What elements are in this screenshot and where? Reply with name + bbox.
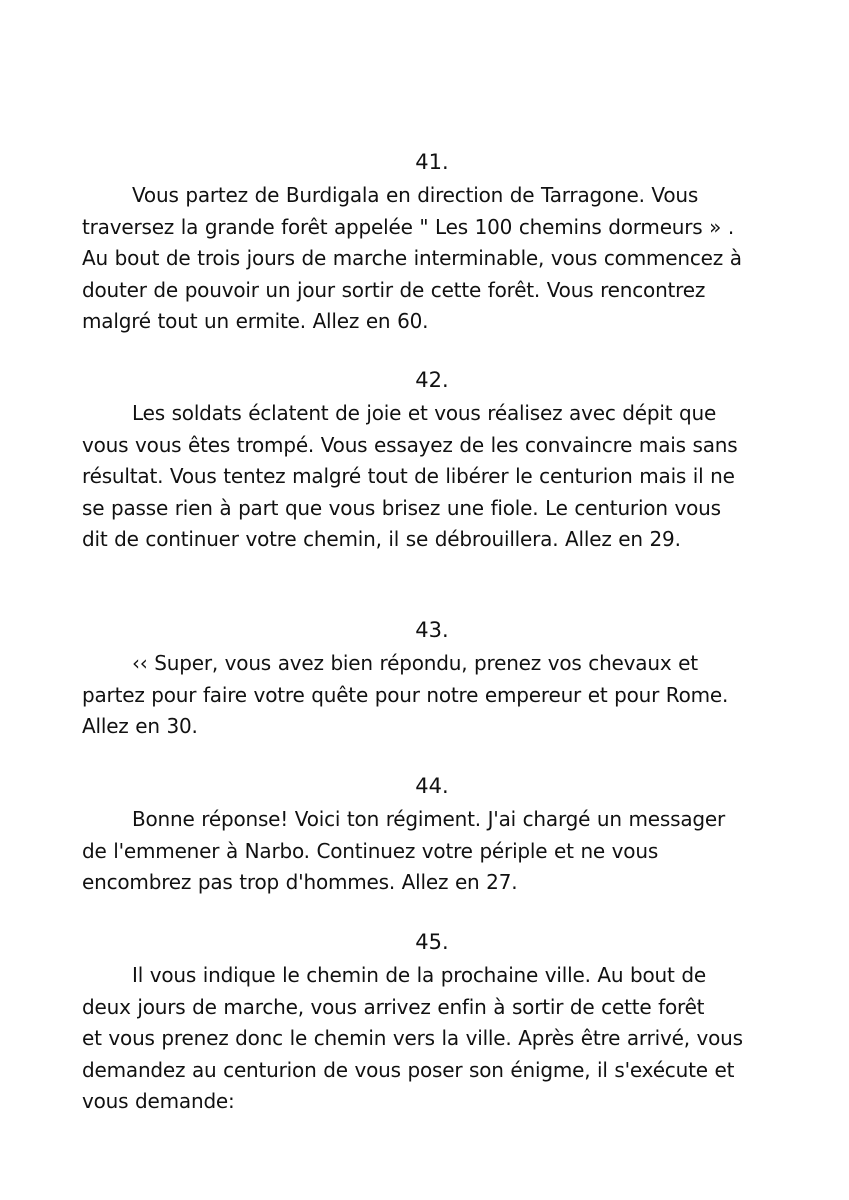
paragraph-44	[82, 770, 782, 899]
paragraph-number: 43.	[415, 618, 449, 642]
paragraph-number: 44.	[415, 774, 449, 798]
text-line: résultat. Vous tentez malgré tout de libérer le centurion mais il ne	[82, 464, 735, 488]
paragraph-text	[82, 804, 782, 899]
text-line: douter de pouvoir un jour sortir de cette forêt. Vous rencontrez	[82, 277, 706, 302]
text-line: dit de continuer votre chemin, il se débrouillera. Allez en 29.	[82, 527, 681, 551]
text-line: demandez au centurion de vous poser son énigme, il s'exécute et	[82, 1057, 735, 1082]
text-line: Les soldats éclatent de joie et vous réalisez avec dépit que	[132, 401, 717, 425]
text-line: Au bout de trois jours de marche interminable, vous commencez à	[82, 246, 742, 270]
paragraph-41	[82, 146, 782, 338]
text-line: vous vous êtes trompé. Vous essayez de les convaincre mais sans	[82, 432, 738, 457]
text-line: traversez la grande forêt appelée " Les 100 chemins dormeurs » .	[82, 214, 735, 239]
text-line: vous demande:	[82, 1089, 235, 1113]
paragraph-text	[82, 398, 782, 556]
text-line: de l'emmener à Narbo. Continuez votre périple et ne vous	[82, 838, 659, 863]
text-line: Bonne réponse! Voici ton régiment. J'ai chargé un messager	[132, 807, 726, 831]
text-line: ‹‹ Super, vous avez bien répondu, prenez vos chevaux et	[132, 651, 698, 675]
paragraph-42	[82, 364, 782, 556]
paragraph-45	[82, 926, 782, 1118]
paragraph-text	[82, 180, 782, 338]
paragraph-number: 41.	[415, 150, 449, 174]
text-line: malgré tout un ermite. Allez en 60.	[82, 309, 429, 333]
text-line: partez pour faire votre quête pour notre empereur et pour Rome.	[82, 682, 729, 707]
paragraph-text	[82, 648, 782, 743]
text-line: et vous prenez donc le chemin vers la ville. Après être arrivé, vous	[82, 1026, 743, 1050]
text-line: Il vous indique le chemin de la prochaine ville. Au bout de	[132, 963, 706, 987]
paragraph-text	[82, 960, 782, 1118]
text-line: encombrez pas trop d'hommes. Allez en 27.	[82, 870, 518, 894]
paragraph-number: 42.	[415, 368, 449, 392]
text-line: Vous partez de Burdigala en direction de Tarragone. Vous	[132, 183, 699, 207]
text-line: Allez en 30.	[82, 714, 198, 738]
text-line: se passe rien à part que vous brisez une fiole. Le centurion vous	[82, 495, 721, 520]
paragraph-number: 45.	[415, 930, 449, 954]
text-line: deux jours de marche, vous arrivez enfin à sortir de cette forêt	[82, 994, 705, 1019]
paragraph-43	[82, 614, 782, 743]
